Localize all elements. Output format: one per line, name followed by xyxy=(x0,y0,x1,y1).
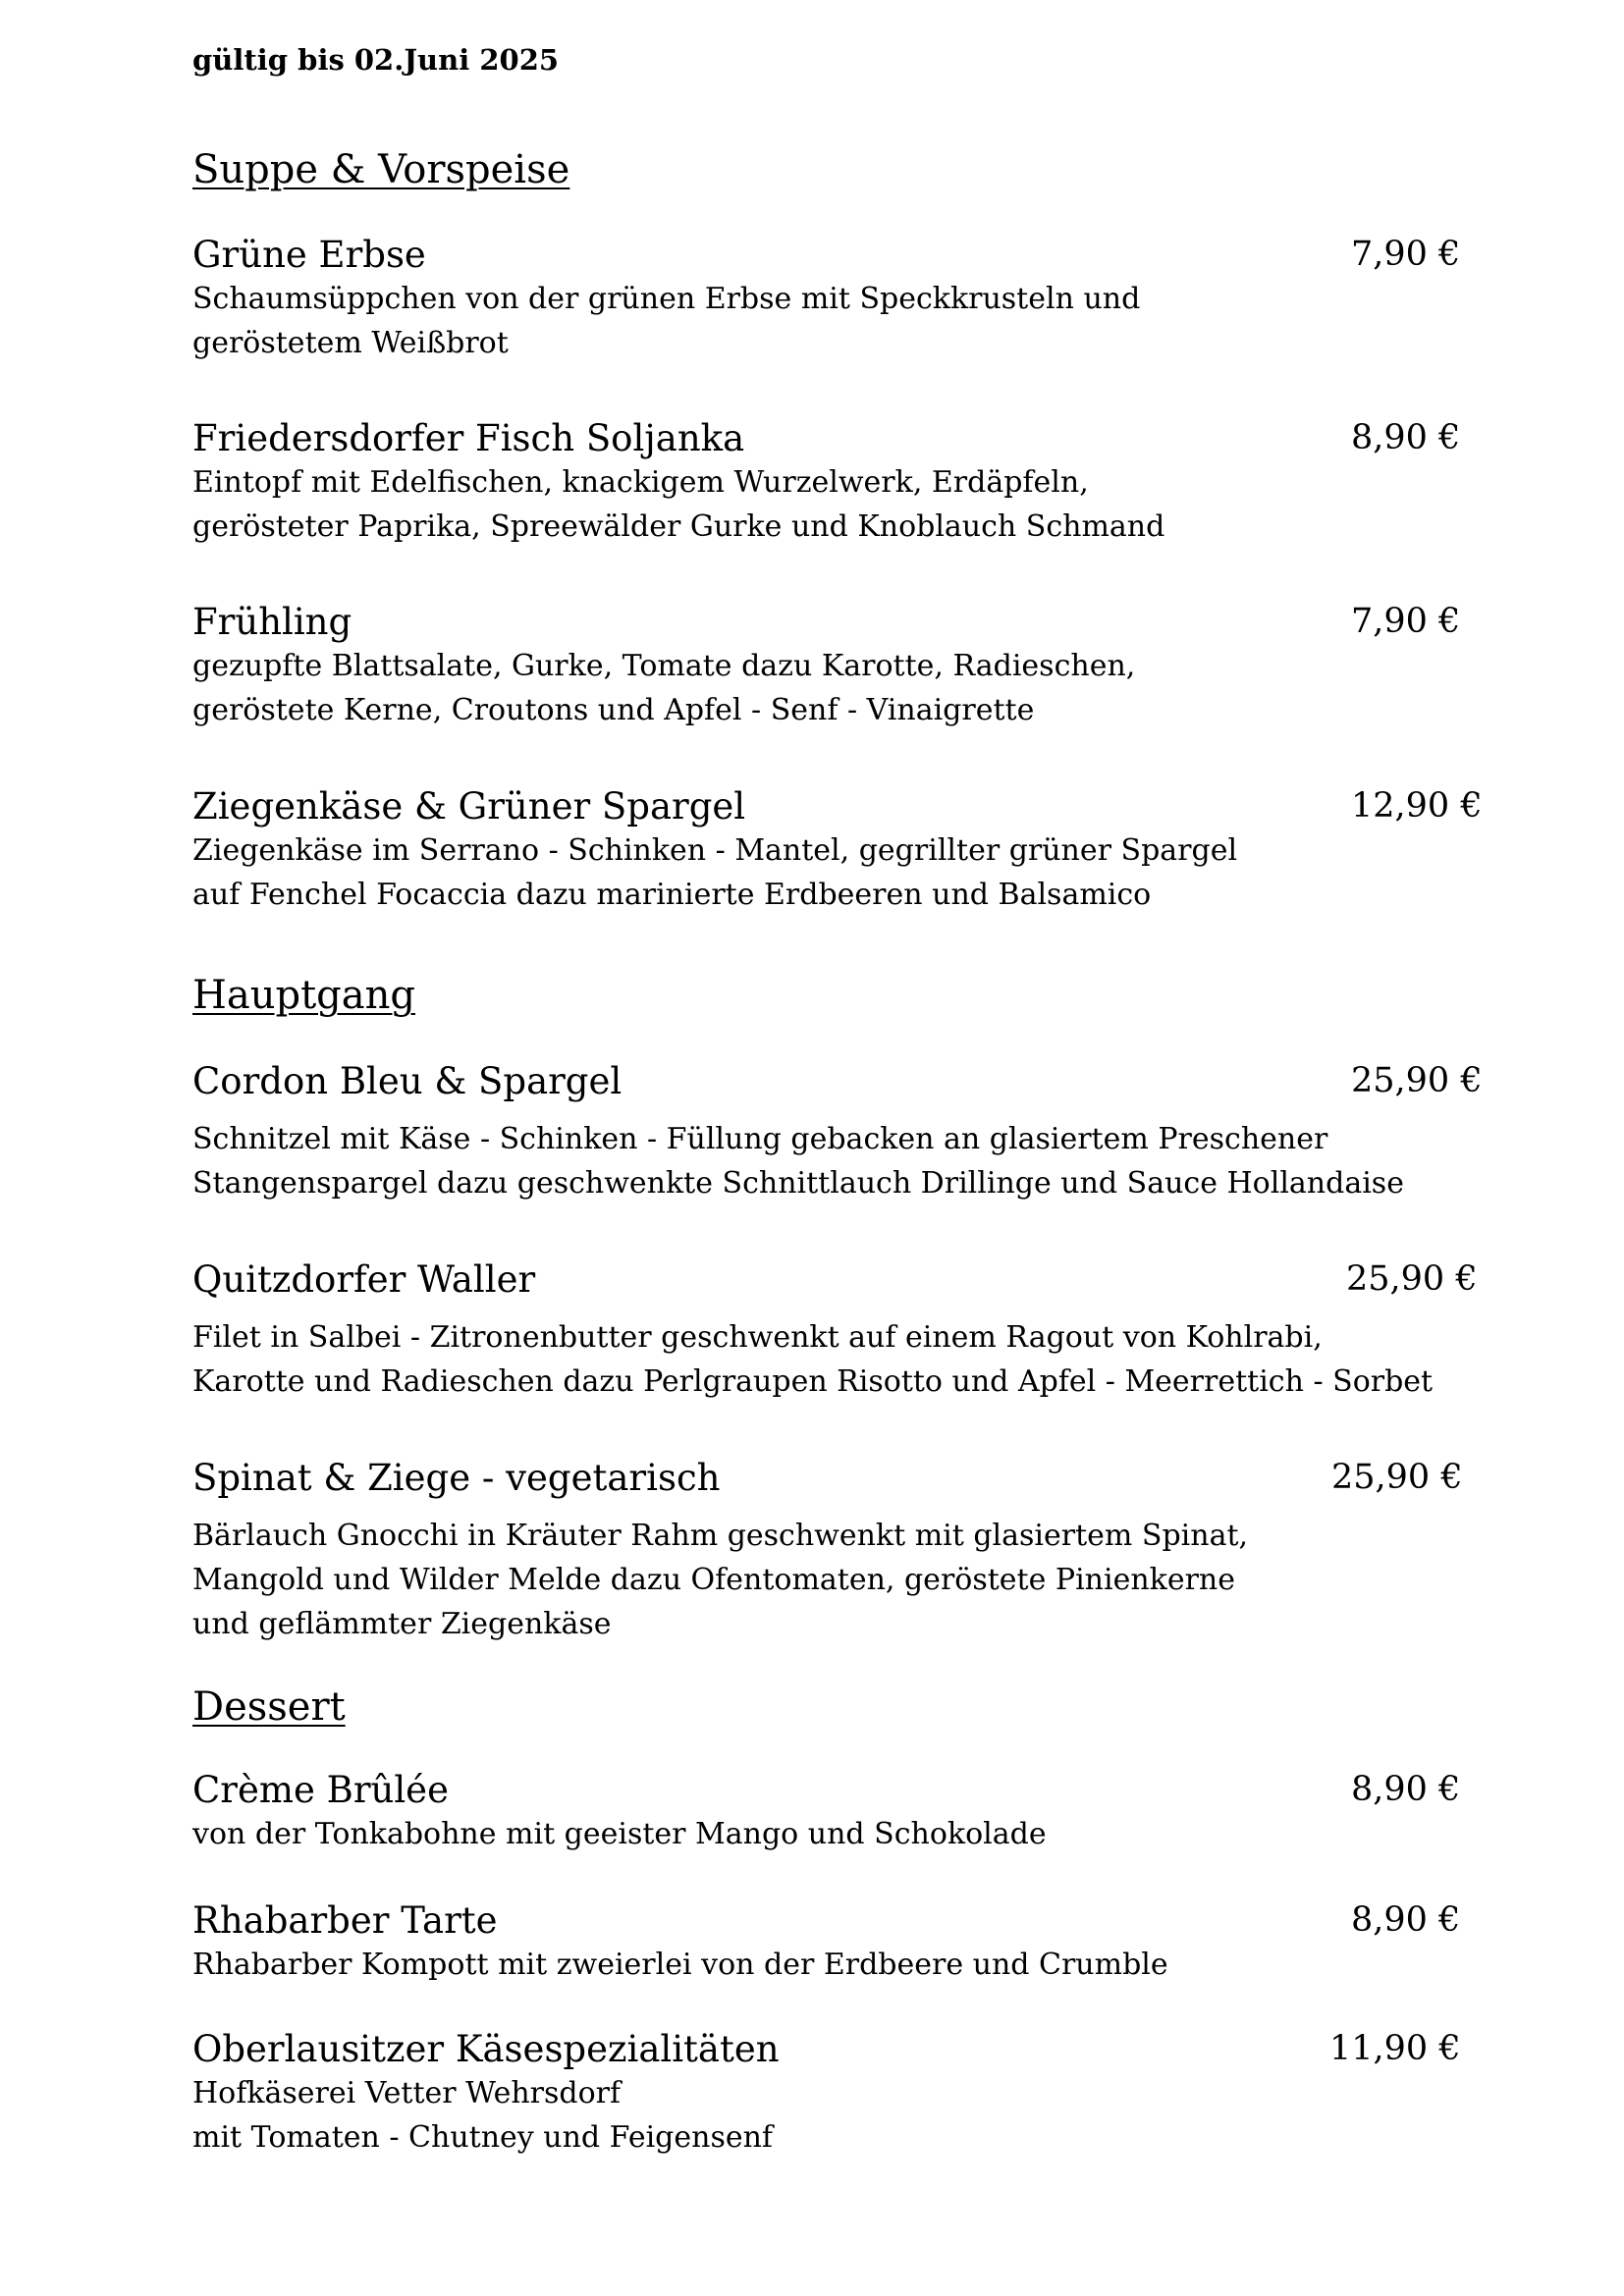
item-name: Spinat & Ziege - vegetarisch xyxy=(192,1457,721,1499)
item-name: Oberlausitzer Käsespezialitäten xyxy=(192,2028,780,2070)
item-desc-line: Schaumsüppchen von der grünen Erbse mit Speckkrusteln und xyxy=(192,282,1141,317)
menu-item xyxy=(192,234,1469,365)
item-desc-line: gezupfte Blattsalate, Gurke, Tomate dazu Karotte, Radieschen, xyxy=(192,649,1136,684)
menu-item xyxy=(192,1769,1469,1856)
item-price: 25,90 € xyxy=(1351,1061,1483,1100)
item-desc-line: und geflämmter Ziegenkäse xyxy=(192,1607,612,1642)
item-desc-line: Schnitzel mit Käse - Schinken - Füllung gebacken an glasiertem Preschener xyxy=(192,1122,1328,1157)
menu-item xyxy=(192,1060,1483,1205)
item-price: 11,90 € xyxy=(1329,2029,1461,2068)
item-price: 8,90 € xyxy=(1351,418,1461,457)
item-desc-line: mit Tomaten - Chutney und Feigensenf xyxy=(192,2120,774,2156)
item-price: 8,90 € xyxy=(1351,1770,1461,1809)
section-title-vorspeise: Suppe & Vorspeise xyxy=(192,147,570,192)
item-price: 25,90 € xyxy=(1331,1458,1463,1497)
item-name: Crème Brûlée xyxy=(192,1769,449,1811)
item-desc-line: Mangold und Wilder Melde dazu Ofentomaten, geröstete Pinienkerne xyxy=(192,1563,1236,1598)
item-desc-line: von der Tonkabohne mit geeister Mango und Schokolade xyxy=(192,1817,1047,1852)
section-title-hauptgang: Hauptgang xyxy=(192,973,415,1018)
item-desc-line: Hofkäserei Vetter Wehrsdorf xyxy=(192,2076,622,2111)
item-desc-line: geröstete Kerne, Croutons und Apfel - Senf - Vinaigrette xyxy=(192,693,1035,728)
section-title-dessert: Dessert xyxy=(192,1684,346,1730)
item-desc-line: Karotte und Radieschen dazu Perlgraupen Risotto und Apfel - Meerrettich - Sorbet xyxy=(192,1364,1434,1400)
menu-item xyxy=(192,2028,1469,2160)
item-desc-line: gerösteter Paprika, Spreewälder Gurke und Knoblauch Schmand xyxy=(192,509,1165,545)
item-desc-line: Eintopf mit Edelfischen, knackigem Wurzelwerk, Erdäpfeln, xyxy=(192,465,1089,501)
item-price: 7,90 € xyxy=(1351,602,1461,641)
item-name: Cordon Bleu & Spargel xyxy=(192,1060,623,1102)
item-price: 8,90 € xyxy=(1351,1900,1461,1940)
item-name: Friedersdorfer Fisch Soljanka xyxy=(192,417,745,459)
item-desc-line: Bärlauch Gnocchi in Kräuter Rahm geschwenkt mit glasiertem Spinat, xyxy=(192,1519,1249,1554)
menu-item xyxy=(192,785,1483,917)
menu-item xyxy=(192,1457,1469,1646)
item-desc-line: geröstetem Weißbrot xyxy=(192,326,509,361)
item-price: 7,90 € xyxy=(1351,235,1461,274)
item-name: Ziegenkäse & Grüner Spargel xyxy=(192,785,746,828)
item-desc-line: Filet in Salbei - Zitronenbutter geschwenkt auf einem Ragout von Kohlrabi, xyxy=(192,1320,1323,1356)
item-name: Grüne Erbse xyxy=(192,234,426,276)
item-name: Frühling xyxy=(192,601,352,643)
item-name: Quitzdorfer Waller xyxy=(192,1258,536,1301)
validity-note: gültig bis 02.Juni 2025 xyxy=(192,43,560,77)
menu-item xyxy=(192,601,1469,732)
menu-item xyxy=(192,1899,1469,1987)
item-desc-line: Rhabarber Kompott mit zweierlei von der Erdbeere und Crumble xyxy=(192,1948,1168,1983)
item-desc-line: Stangenspargel dazu geschwenkte Schnittlauch Drillinge und Sauce Hollandaise xyxy=(192,1166,1404,1201)
item-price: 25,90 € xyxy=(1346,1259,1478,1299)
item-desc-line: auf Fenchel Focaccia dazu marinierte Erdbeeren und Balsamico xyxy=(192,878,1152,913)
item-desc-line: Ziegenkäse im Serrano - Schinken - Mantel, gegrillter grüner Spargel xyxy=(192,833,1238,869)
menu-item xyxy=(192,1258,1478,1404)
item-price: 12,90 € xyxy=(1351,786,1483,826)
item-name: Rhabarber Tarte xyxy=(192,1899,498,1942)
menu-item xyxy=(192,417,1469,549)
